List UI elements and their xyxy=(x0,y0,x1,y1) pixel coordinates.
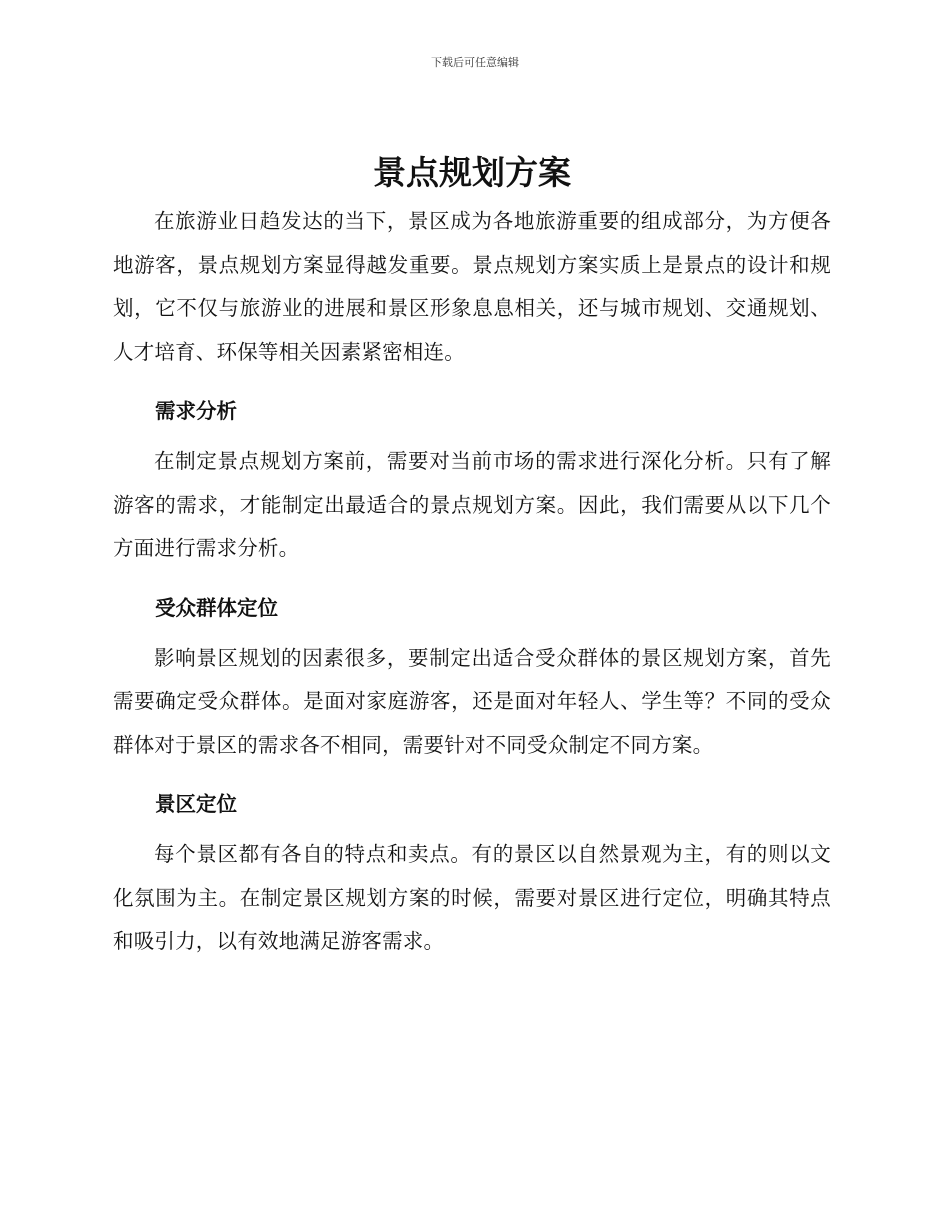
intro-paragraph: 在旅游业日趋发达的当下，景区成为各地旅游重要的组成部分，为方便各地游客，景点规划方案显得越发重要。景点规划方案实质上是景点的设计和规划，它不仅与旅游业的进展和景区形象息息相关，还与城市规划、交通规划、人才培育、环保等相关因素紧密相连。 xyxy=(113,209,831,364)
section-heading-demand-analysis: 需求分析 xyxy=(155,399,237,423)
section-body-positioning: 每个景区都有各自的特点和卖点。有的景区以自然景观为主，有的则以文化氛围为主。在制定景区规划方案的时候，需要对景区进行定位，明确其特点和吸引力，以有效地满足游客需求。 xyxy=(113,842,831,953)
document-content xyxy=(113,148,831,964)
header-note: 下载后可任意编辑 xyxy=(431,56,519,69)
document-title: 景点规划方案 xyxy=(373,153,571,192)
section-heading-positioning: 景区定位 xyxy=(155,792,237,816)
section-body-demand-analysis: 在制定景点规划方案前，需要对当前市场的需求进行深化分析。只有了解游客的需求，才能制定出最适合的景点规划方案。因此，我们需要从以下几个方面进行需求分析。 xyxy=(113,449,831,560)
section-heading-audience: 受众群体定位 xyxy=(155,595,278,620)
section-body-audience: 影响景区规划的因素很多，要制定出适合受众群体的景区规划方案，首先需要确定受众群体。是面对家庭游客，还是面对年轻人、学生等？不同的受众群体对于景区的需求各不相同，需要针对不同受众制定不同方案。 xyxy=(113,645,831,757)
